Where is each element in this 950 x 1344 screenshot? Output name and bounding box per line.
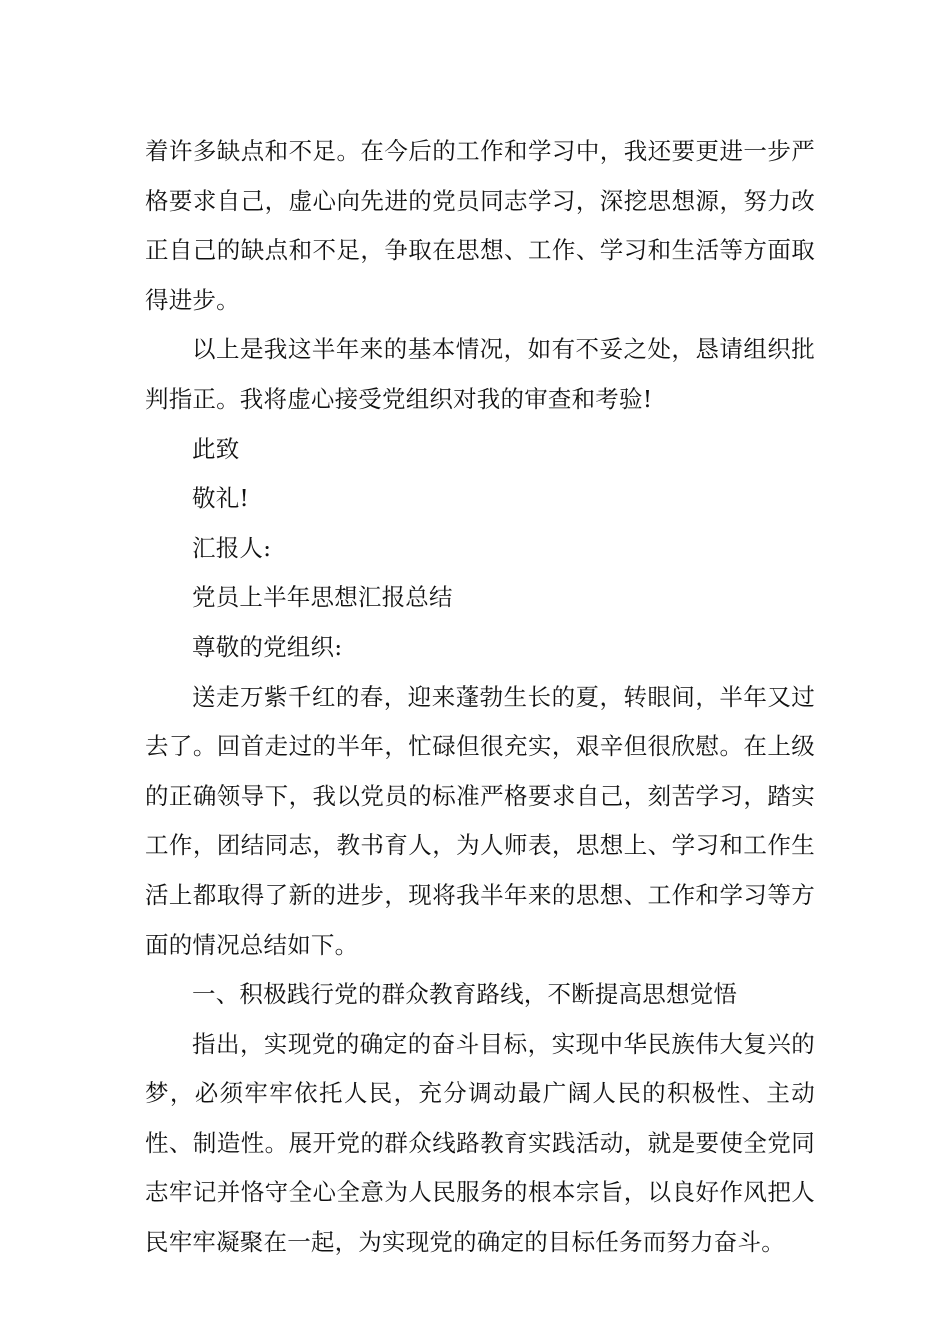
section-title: 党员上半年思想汇报总结 (192, 583, 453, 612)
paragraph-section-1: 指出，实现党的确定的奋斗目标，实现中华民族伟大复兴的梦，必须牢牢依托人民，充分调动最广阔人民的积极性、主动性、制造性。展开党的群众线路教育实践活动，就是要使全党同志牢记并恪守全心全意为人民服务的根本宗旨，以良好作风把人民牢牢凝聚在一起，为实现党的确定的目标任务而努力奋斗。 (145, 1029, 815, 1257)
salutation-jingli: 敬礼! (192, 484, 250, 513)
salutation-cizhi: 此致 (192, 434, 240, 463)
paragraph-continuation: 着许多缺点和不足。在今后的工作和学习中，我还要更进一步严格要求自己，虚心向先进的党员同志学习，深挖思想源，努力改正自己的缺点和不足，争取在思想、工作、学习和生活等方面取得进步。 (145, 137, 815, 314)
section-heading-1: 一、积极践行党的群众教育路线，不断提高思想觉悟 (192, 980, 738, 1009)
paragraph-intro: 送走万紫千红的春，迎来蓬勃生长的夏，转眼间，半年又过去了。回首走过的半年，忙碌但很充实，艰辛但很欣慰。在上级的正确领导下，我以党员的标准严格要求自己，刻苦学习，踏实工作，团结同志，教书育人，为人师表，思想上、学习和工作生活上都取得了新的进步，现将我半年来的思想、工作和学习等方面的情况总结如下。 (145, 682, 815, 959)
paragraph-closing-remarks: 以上是我这半年来的基本情况，如有不妥之处，恳请组织批判指正。我将虚心接受党组织对我的审查和考验! (145, 335, 815, 413)
greeting: 尊敬的党组织: (192, 632, 343, 661)
reporter-label: 汇报人: (192, 533, 272, 562)
document-body (145, 127, 815, 1268)
